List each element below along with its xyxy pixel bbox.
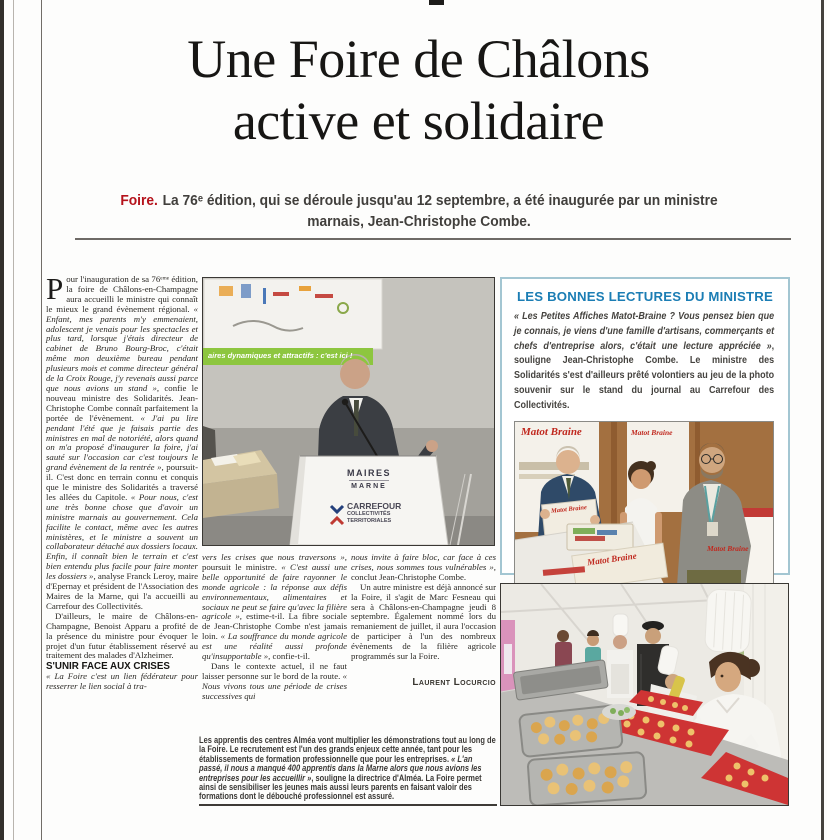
kicker: Foire. [120,193,158,209]
byline: Laurent Locurcio [412,676,496,688]
page-right-border [821,0,824,840]
page-left-black-strip [0,0,4,840]
slide-banner-text: aires dynamiques et attractifs : c'est ici ! [208,351,353,360]
crosshead: S'UNIR FACE AUX CRISES [46,661,170,673]
banner-brand-center: Matot Braine [631,427,673,437]
kitchen-photo-illustration [501,584,788,805]
page-left-border [41,0,42,840]
paragraph: « La Foire c'est un lien fédérateur pour resserrer le lien social à tra- [46,671,198,692]
paragraph: nous invite à faire bloc, car face à ces crises, nous sommes tous vulnérables », conclut Jean-Christophe Combe. [351,552,496,582]
photo-almea-apprentices-kitchen [500,583,789,806]
paragraph: Dans le contexte actuel, il ne faut laisser personne sur le bord de la route. « Nous vivons tous une période de crises successives qui [202,660,347,701]
carrefour-logo-line1: CARREFOUR [347,501,402,511]
sidebar-box [500,277,790,575]
paragraph: D'ailleurs, le maire de Châlons-en-Champagne, Benoist Apparu a profité de la présence du ministre pour évoquer le projet d'un futur établissement réservé au traitement des malades d'Alzheimer. [46,610,198,661]
paragraph: vers les crises que nous traversons », poursuit le ministre. « C'est aussi une belle opportunité de faire rayonner le monde agricole : la réponse aux défis environnementaux, alimentaires et sociaux ne peut se faire qu'avec la filière agricole », estime-t-il. La fibre sociale de Jean-Christophe Combe n'est jamais loin. « La souffrance du monde agricole est une réalité aussi profonde qu'insupportable », confie-t-il. [202,552,347,662]
caption-text: Les apprentis des centres Alméa vont multiplier les démonstrations tout au long de la Foire. Le recrutement est l'un des grands enjeux cette année, tant pour les établissements de formation professionnelle que pour les entreprises. « L'an passé, il nous a manqué 400 apprentis dans la Marne alors que nous avions les entreprises pour les accueillir », souligne la directrice d'Alméa. La Foire permet ainsi de sensibiliser les jeunes mais aussi leurs parents en faisant valoir des formations dont le débouché professionnel est assuré. [199,735,496,802]
article-column-1 [46,271,198,692]
banner-brand-left: Matot Braine [521,425,582,438]
carrefour-logo-line2: COLLECTIVITÉS [347,511,391,517]
podium-logo-maires: MAIRES [346,468,391,478]
photo-caption [199,736,497,802]
carrefour-logo-line3: TERRITORIALES [347,518,392,524]
podium-logo-marne: MARNE [351,483,387,490]
newspaper-front-title: Matot Braine [586,550,638,567]
banner-brand-right: Matot Braine [707,543,749,553]
article-column-3 [351,553,496,688]
newspaper-held-title: Matot Braine [550,503,588,515]
headline [46,28,791,152]
sidebar-title: LES BONNES LECTURES DU MINISTRE [516,289,774,304]
photo-matot-braine-stand [514,421,774,587]
page-gutter-line [13,0,14,840]
stand-photo-illustration [515,422,773,586]
intro-rule [75,238,791,240]
paragraph: Pour l'inauguration de sa 76ᵉᵐᵉ édition, la foire de Châlons-en-Champagne aura accueilli le ministre qui connaît le mieux le grand évènement régional. « Enfant, mes parents m'y emmenaient, adolescent je venais pour les spectacles et plus tard, lorsque j'étais directeur de cabinet de Bruno Bourg-Broc, c'était même mon deuxième bureau pendant plusieurs mois et comme directeur général de la Croix Rouge, j'y revenais aussi parce que nous avions un stand », confie le nouveau ministre des Solidarités. Jean-Christophe Combe connaît parfaitement la portée de l'évènement. « J'ai pu lire pendant l'été que je faisais partie des ministres en mal de notoriété, alors quand on m'a proposé d'inaugurer la foire, j'ai sauté sur l'occasion car c'est toujours le grand évènement de la rentrée », poursuit-il. C'est donc en terrain connu et conquis que le ministre des Solidarités a traversé les allées du Capitole. « Pour nous, c'est une très bonne chose que d'avoir un ministre marnais au gouvernement. Cela facilite le contact, même avec les autres ministères, et le ministre a souvent un collaborateur détaché aux dossiers locaux. Enfin, il connaît bien le terrain et c'est bien entendu plus facile pour faire monter les dossiers », analyse Franck Leroy, maire d'Epernay et président de l'Association des Maires de la Marne, qui l'a accueilli au Carrefour des Collectivités. [46,271,198,611]
caption-rule [199,804,497,806]
article-column-2 [202,553,347,702]
cropped-text-fragment [429,0,444,5]
sidebar-text: « Les Petites Affiches Matot-Braine ? Vous pensez bien que je connais, je viens d'une famille d'artisans, commerçants et chefs d'entreprise alors, c'était une lecture appréciée », souligne Jean-Christophe Combe. Le ministre des Solidarités s'est d'ailleurs prêté volontiers au jeu de la photo souvenir sur le stand du journal au Carrefour des Collectivités. [514,311,775,411]
photo-minister-podium [202,277,495,546]
headline-line2: active et solidaire [232,91,605,151]
standfirst [94,191,744,233]
paragraph: Un autre ministre est déjà annoncé sur la Foire, il s'agit de Marc Fesneau qui sera à Châlons-en-Champagne jeudi 8 septembre. Également nommé lors du remaniement de juillet, il aura l'occasion de participer à l'un des nombreux évènements de la filière agricole programmés sur la Foire. [351,581,496,662]
podium-logo-rule [349,480,389,481]
headline-line1: Une Foire de Châlons [187,29,650,89]
dropcap: P [46,271,64,306]
standfirst-text: La 76ᵉ édition, qui se déroule jusqu'au 12 septembre, a été inaugurée par un ministre marnais, Jean-Christophe Combe. [162,193,718,230]
